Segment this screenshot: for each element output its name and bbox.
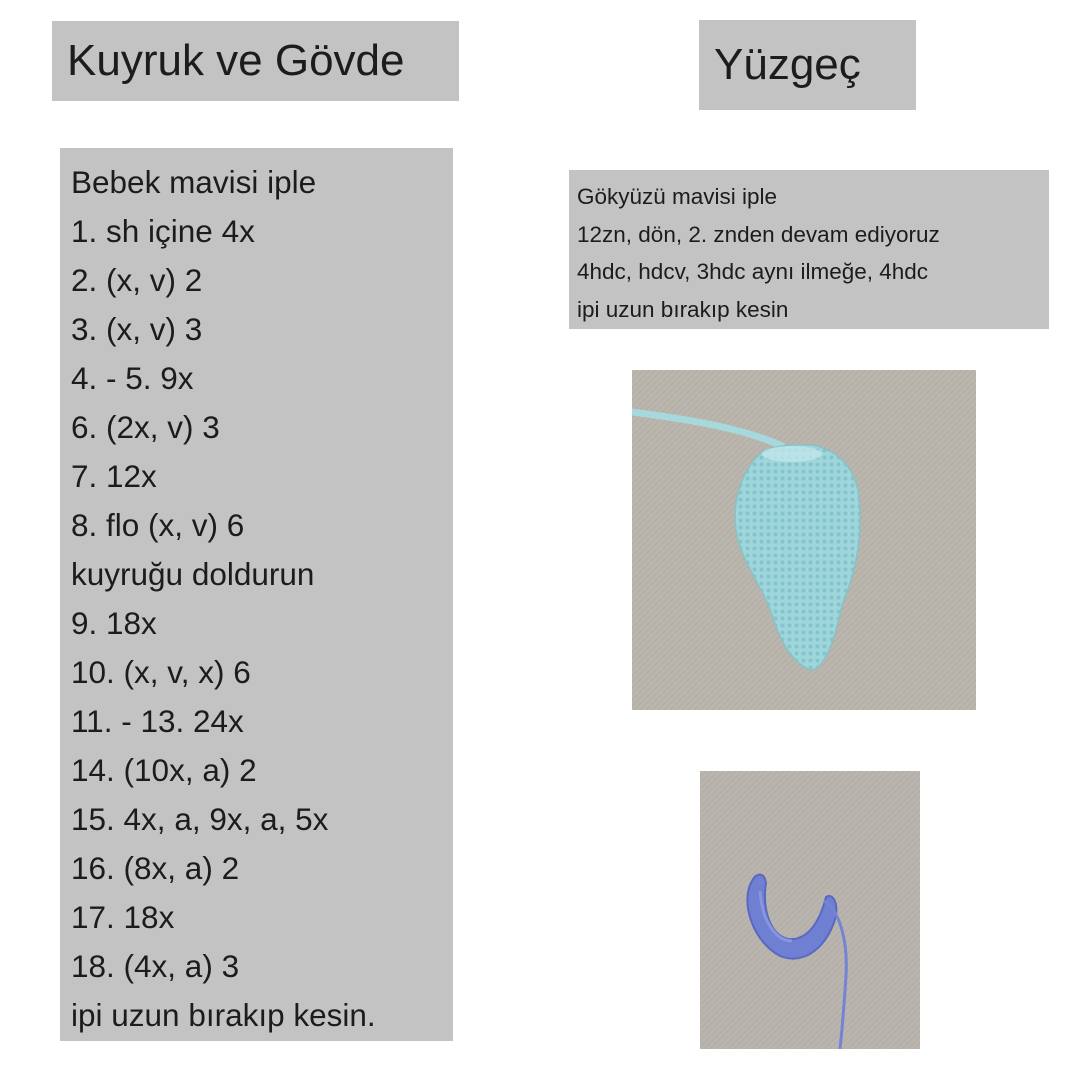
- instruction-line: 4. - 5. 9x: [71, 360, 194, 396]
- fin-instructions: [569, 170, 1049, 329]
- instruction-line: Bebek mavisi iple: [71, 164, 317, 200]
- instruction-line: 11. - 13. 24x: [71, 703, 244, 739]
- fin-title-text: Yüzgeç: [714, 40, 861, 89]
- fin-title: [699, 20, 916, 110]
- instruction-line: 8. flo (x, v) 6: [71, 507, 245, 543]
- instruction-line: 15. 4x, a, 9x, a, 5x: [71, 801, 329, 837]
- tail-body-photo: [632, 370, 976, 710]
- instruction-line: ipi uzun bırakıp kesin.: [71, 997, 376, 1033]
- instruction-line: 7. 12x: [71, 458, 157, 494]
- instruction-line: 10. (x, v, x) 6: [71, 654, 251, 690]
- instruction-line: Gökyüzü mavisi iple: [577, 184, 778, 209]
- instruction-line: ipi uzun bırakıp kesin: [577, 296, 789, 322]
- instruction-line: 16. (8x, a) 2: [71, 850, 240, 886]
- fin-illustration: [700, 771, 920, 1049]
- instruction-line: 3. (x, v) 3: [71, 311, 203, 347]
- instruction-line: 12zn, dön, 2. znden devam ediyoruz: [577, 221, 940, 247]
- fin-photo: [700, 771, 920, 1049]
- instruction-line: 1. sh içine 4x: [71, 213, 255, 249]
- tail-body-title: [52, 21, 459, 101]
- instruction-line: 18. (4x, a) 3: [71, 948, 240, 984]
- instruction-line: 14. (10x, a) 2: [71, 752, 257, 788]
- instruction-line: 17. 18x: [71, 899, 175, 935]
- instruction-line: 6. (2x, v) 3: [71, 409, 220, 445]
- tail-body-illustration: [632, 370, 976, 710]
- instruction-line: kuyruğu doldurun: [71, 556, 315, 592]
- instruction-line: 2. (x, v) 2: [71, 262, 203, 298]
- instruction-line: 9. 18x: [71, 605, 157, 641]
- instruction-line: 4hdc, hdcv, 3hdc aynı ilmeğe, 4hdc: [577, 259, 929, 284]
- tail-body-instructions: [60, 148, 453, 1041]
- tail-body-title-text: Kuyruk ve Gövde: [67, 36, 405, 85]
